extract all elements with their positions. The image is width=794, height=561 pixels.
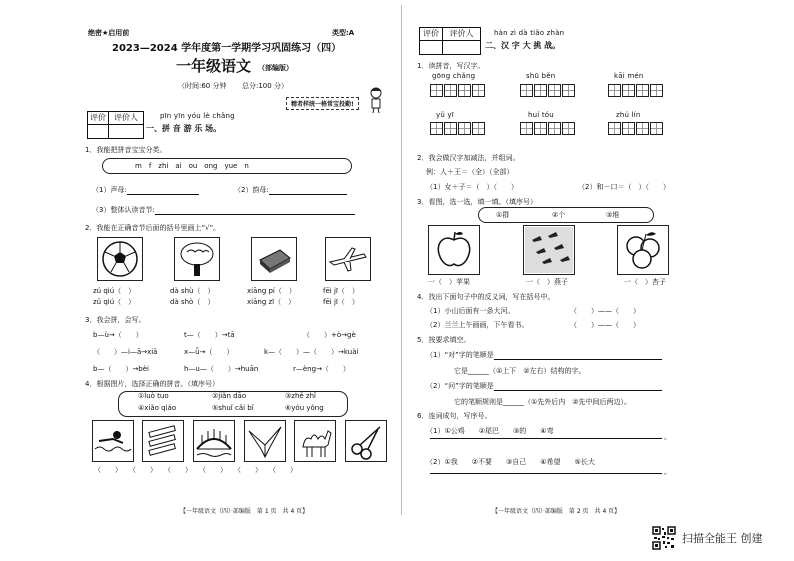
q1-finals-label: （2）韵母:	[234, 186, 269, 194]
q3-item[interactable]: r—èng→（ ）	[293, 365, 350, 373]
q4-sentence-a: （1）小山后面有一条大河。	[426, 307, 515, 315]
total-label: 总分:100 分）	[242, 82, 288, 90]
q4-option: ②jiǎn dāo	[212, 392, 247, 400]
q5-label-a: （1）“对”字的笔顺是	[426, 351, 494, 359]
tree-picture	[174, 237, 220, 281]
q5-structure[interactable]: 它是______（①上下 ②左右）结构的字。	[454, 367, 586, 375]
swimming-picture	[92, 420, 134, 462]
q1-prompt: 1．我能把拼音宝宝分类。	[85, 146, 167, 154]
char-grid[interactable]	[520, 84, 576, 97]
q2-option[interactable]: xiāng pí（ ）	[247, 287, 296, 295]
q2-option[interactable]: dà shù（ ）	[170, 287, 215, 295]
section2-title: 二、汉 字 大 挑 战。	[485, 41, 561, 50]
initials-answer-line[interactable]	[127, 194, 199, 195]
q2-prompt-p2: 2．我会做汉字加减法，并组词。	[417, 154, 520, 162]
scanner-watermark: 扫描全能王 创建	[682, 532, 763, 545]
q3-item[interactable]: h—u—（ ）→huān	[184, 365, 259, 373]
measure-word-option: ①群	[496, 211, 510, 219]
char-grid[interactable]	[430, 122, 486, 135]
q4-option: ⑤shuǐ cǎi bǐ	[212, 404, 254, 412]
swallows-icon	[524, 226, 574, 274]
measure-word-option: ②个	[552, 211, 566, 219]
q4-answer-b[interactable]: （ ）——（ ）	[570, 321, 640, 329]
q3-fill[interactable]: 一（ ）苹果	[428, 278, 470, 286]
q4-option: ③zhě zhǐ	[285, 392, 316, 400]
q4-option: ⑥yóu yǒng	[285, 404, 324, 412]
scissors-picture	[345, 420, 387, 462]
page1-footer: 【一年级语文（四）·部编版 第 1 页 共 4 页】	[180, 508, 309, 515]
q3-item[interactable]: （ ）+ò→gè	[303, 331, 356, 339]
q2-item-b[interactable]: （2）和－口＝（ ）（ ）	[578, 183, 670, 191]
section1-title: 一、拼 音 游 乐 场。	[146, 124, 222, 133]
q2-pair-3	[247, 286, 296, 308]
crayons-picture	[142, 420, 184, 462]
swimmer-icon	[93, 421, 133, 461]
bridge-icon	[194, 421, 234, 461]
q2-option[interactable]: fēi jī（ ）	[323, 287, 359, 295]
scissors-icon	[346, 421, 386, 461]
page-divider	[401, 5, 402, 515]
q3-item[interactable]: b—（ ）→bèi	[93, 365, 150, 373]
q6-answer-line-a[interactable]	[430, 438, 662, 439]
pinyin-word: huí tóu	[528, 111, 554, 119]
watercolor-pens-icon	[143, 421, 183, 461]
paper-crane-icon	[245, 421, 285, 461]
pinyin-word: yǔ yī	[436, 111, 454, 119]
girl-reading-icon	[366, 86, 386, 114]
q5-stroke-order-a	[426, 350, 662, 360]
q4-option: ④xiǎo qiáo	[138, 404, 177, 412]
apple-icon	[429, 226, 479, 274]
score-table-1	[87, 111, 144, 139]
q4-prompt-p2: 4．找出下面句子中的反义词，写在括号中。	[417, 293, 555, 301]
q2-option[interactable]: fēi jī（ ）	[323, 298, 359, 306]
char-grid[interactable]	[608, 84, 664, 97]
q4-prompt: 4．根据图片，选择正确的拼音。（填序号）	[85, 380, 219, 388]
q2-option[interactable]: zǔ qiú（ ）	[93, 298, 136, 306]
q4-sentence-b: （2）兰兰上午画画，下午看书。	[426, 321, 529, 329]
finals-answer-line[interactable]	[269, 194, 347, 195]
measure-word-option: ③堆	[606, 211, 620, 219]
q1-whole-label: （3）整体认读音节:	[92, 206, 155, 214]
q3-item[interactable]: b—ù→（ ）	[93, 331, 143, 339]
q1-items: m f zhi ai ou ong yue n	[135, 162, 249, 170]
time-label: （时间:60 分钟	[178, 82, 227, 90]
q2-item-a[interactable]: （1）女＋子＝（ ）（ ）	[426, 183, 518, 191]
type-label: 类型:A	[332, 29, 355, 37]
q3-item[interactable]: t—（ ）→tā	[184, 331, 235, 339]
qr-code-icon	[652, 526, 676, 550]
q3-item[interactable]: x—ǖ→（ ）	[184, 348, 234, 356]
q1-initials	[92, 185, 199, 195]
score-head: 评价	[88, 112, 108, 125]
q1-finals	[234, 185, 347, 195]
swallows-picture	[523, 225, 575, 275]
eraser-picture	[251, 237, 297, 281]
stroke-order-line-a[interactable]	[494, 359, 662, 360]
camel-icon	[295, 421, 335, 461]
pinyin-word: shū běn	[526, 72, 556, 80]
q2-option[interactable]: xiāng zī（ ）	[247, 298, 296, 306]
q4-answer-row[interactable]: （ ） （ ） （ ） （ ） （ ） （ ）	[94, 466, 297, 474]
char-grid[interactable]	[430, 84, 486, 97]
period-mark: 。	[664, 468, 671, 476]
section1-pinyin: pīn yīn yóu lè chǎng	[160, 112, 235, 120]
tree-icon	[175, 238, 219, 280]
q2-example: 例：人＋王＝（全）（全部）	[426, 168, 514, 176]
q6-answer-line-b[interactable]	[430, 473, 662, 474]
whole-answer-line[interactable]	[155, 214, 355, 215]
q2-option[interactable]: dà shò（ ）	[170, 298, 215, 306]
confidential-label: 绝密★启用前	[88, 29, 130, 37]
pinyin-word: kāi mén	[614, 72, 644, 80]
q3-fill[interactable]: 一（ ）杏子	[624, 278, 666, 286]
q6-words-a: （1）①公鸡 ②尾巴 ③的 ④弯	[426, 427, 554, 435]
q2-pair-1	[93, 286, 135, 308]
q2-option[interactable]: zú qiú（ ）	[93, 287, 136, 295]
pinyin-word: zhú lín	[616, 111, 641, 119]
apricots-picture	[617, 225, 669, 275]
q5-stroke-order-b	[426, 381, 662, 391]
pinyin-word: gōng chǎng	[432, 72, 476, 80]
q3-prompt: 3．我会拼，会写。	[85, 316, 146, 324]
score-head: 评价人	[443, 28, 480, 41]
q4-answer-a[interactable]: （ ）——（ ）	[570, 307, 640, 315]
bridge-picture	[193, 420, 235, 462]
airplane-picture	[325, 237, 371, 281]
q2-pair-4	[323, 286, 359, 308]
stroke-order-line-b[interactable]	[494, 390, 662, 391]
paper-crane-picture	[244, 420, 286, 462]
q6-words-b: （2）①我 ②不要 ③自己 ④希望 ⑤长大	[426, 458, 595, 466]
football-icon	[98, 238, 142, 280]
q5-label-b: （2）“问”字的笔顺是	[426, 382, 494, 390]
banner-box: 精者样统一格常宝投勤!	[286, 97, 359, 110]
subject-title: 一年级语文	[176, 57, 252, 75]
q3-item[interactable]: k—（ ）—（ ）→kuài	[264, 348, 359, 356]
char-grid[interactable]	[520, 122, 576, 135]
q3-item[interactable]: （ ）—i—ā→xiā	[93, 348, 158, 356]
q1-initials-label: （1）声母:	[92, 186, 127, 194]
camel-picture	[294, 420, 336, 462]
airplane-icon	[326, 238, 370, 280]
exam-title: 2023—2024 学年度第一学期学习巩固练习（四）	[112, 43, 342, 54]
q5-rule[interactable]: 它的笔顺规则是______（①先外后内 ②先中间后两边）。	[454, 398, 632, 406]
page2-footer: 【一年级语文（四）·部编版 第 2 页 共 4 页】	[492, 508, 621, 515]
q2-prompt: 2．我能在正确音节后面的括号里画上“√”。	[85, 224, 221, 232]
q3-prompt-p2: 3．看图，选一选，填一填。（填序号）	[417, 198, 537, 206]
apple-picture	[428, 225, 480, 275]
q1-prompt-p2: 1．读拼音，写汉字。	[417, 62, 485, 70]
score-table-2	[419, 27, 481, 55]
q1-whole	[92, 205, 355, 215]
eraser-icon	[252, 238, 296, 280]
q6-prompt: 6．连词成句，写序号。	[417, 412, 492, 420]
apricots-icon	[618, 226, 668, 274]
q2-pair-2	[170, 286, 214, 308]
q3-fill[interactable]: 一（ ）燕子	[526, 278, 568, 286]
char-grid[interactable]	[608, 122, 664, 135]
edition-label: （部编版）	[258, 64, 293, 72]
football-picture	[97, 237, 143, 281]
section2-pinyin: hàn zì dà tiǎo zhàn	[494, 29, 565, 37]
score-head: 评价人	[109, 112, 143, 125]
score-head: 评价	[420, 28, 442, 41]
period-mark: 。	[664, 433, 671, 441]
q5-prompt: 5．按要求填空。	[417, 336, 471, 344]
q4-option: ①luò tuo	[138, 392, 169, 400]
